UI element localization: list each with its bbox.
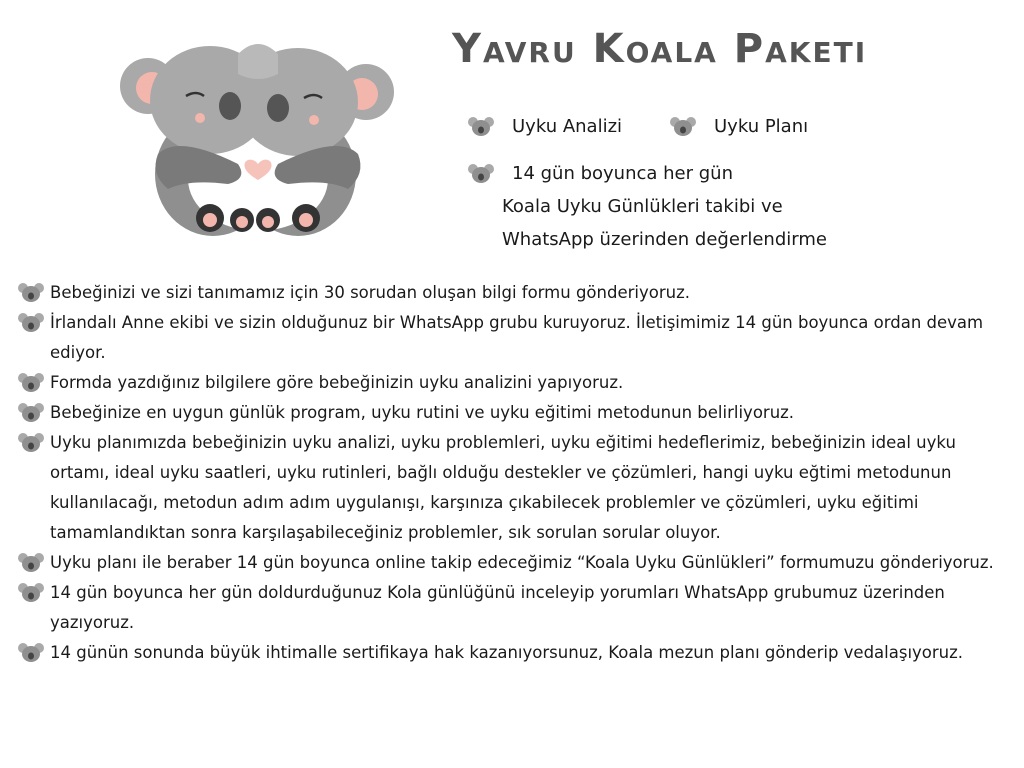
feature-line: Koala Uyku Günlükleri takibi ve (502, 196, 783, 217)
koala-bullet-icon (670, 116, 696, 138)
koala-bullet-icon (18, 402, 44, 424)
koala-bullet-icon (18, 552, 44, 574)
list-item-text: 14 gün boyunca her gün doldurduğunuz Kola günlüğünü inceleyip yorumları WhatsApp grubumuz üzerinden yazıyoruz. (50, 583, 945, 632)
list-item-text: 14 günün sonunda büyük ihtimalle sertifikaya hak kazanıyorsunuz, Koala mezun planı gönderip vedalaşıyoruz. (50, 643, 964, 662)
feature-uyku-analizi (468, 110, 648, 143)
list-item-text: Uyku planımızda bebeğinizin uyku analizi, uyku problemleri, uyku eğitimi hedeflerimiz, bebeğinizin ideal uyku ortamı, ideal uyku saatleri, uyku rutinleri, bağlı olduğu destekler ve çözümleri, hangi uyku eğtimi metodunun kullanılacağı, metodun adım adım uygulanışı, karşınıza çıkabilecek problemler ve çözümleri, uyku eğitimi tamamlandıktan sonra karşılaşabileceğiniz problemler, sık sorulan sorular oluyor. (50, 433, 956, 542)
list-item (0, 398, 1024, 428)
list-item (0, 428, 1024, 548)
list-item-text: Bebeğinize en uygun günlük program, uyku rutini ve uyku eğitimi metodunun belirliyoruz. (50, 403, 795, 422)
koala-bullet-icon (18, 312, 44, 334)
list-item (0, 308, 1024, 368)
koala-bullet-icon (18, 372, 44, 394)
feature-label: 14 gün boyunca her gün (512, 163, 733, 184)
feature-label: Uyku Analizi (512, 116, 623, 137)
feature-gunluk-takip (468, 157, 788, 190)
list-item (0, 368, 1024, 398)
list-item (0, 548, 1024, 578)
list-item-text: Formda yazdığınız bilgilere göre bebeğinizin uyku analizini yapıyoruz. (50, 373, 624, 392)
feature-label: Uyku Planı (714, 116, 809, 137)
list-item (0, 578, 1024, 638)
koala-bullet-icon (18, 282, 44, 304)
list-item-text: Bebeğinizi ve sizi tanımamız için 30 sorudan oluşan bilgi formu gönderiyoruz. (50, 283, 690, 302)
hugging-koalas-illustration (118, 14, 398, 244)
list-item (0, 638, 1024, 668)
koala-bullet-icon (468, 116, 494, 138)
feature-uyku-plani (670, 110, 850, 143)
list-item-text: Uyku planı ile beraber 14 gün boyunca online takip edeceğimiz “Koala Uyku Günlükleri” formumuzu gönderiyoruz. (50, 553, 994, 572)
feature-line: WhatsApp üzerinden değerlendirme (502, 229, 827, 250)
koala-bullet-icon (18, 432, 44, 454)
koala-bullet-icon (18, 582, 44, 604)
list-item-text: İrlandalı Anne ekibi ve sizin olduğunuz bir WhatsApp grubu kuruyoruz. İletişimimiz 14 gün boyunca ordan devam ediyor. (50, 313, 984, 362)
process-list (0, 278, 1024, 668)
page-title: Yavru Koala Paketi (452, 26, 868, 72)
koala-bullet-icon (18, 642, 44, 664)
list-item (0, 278, 1024, 308)
koala-bullet-icon (468, 163, 494, 185)
